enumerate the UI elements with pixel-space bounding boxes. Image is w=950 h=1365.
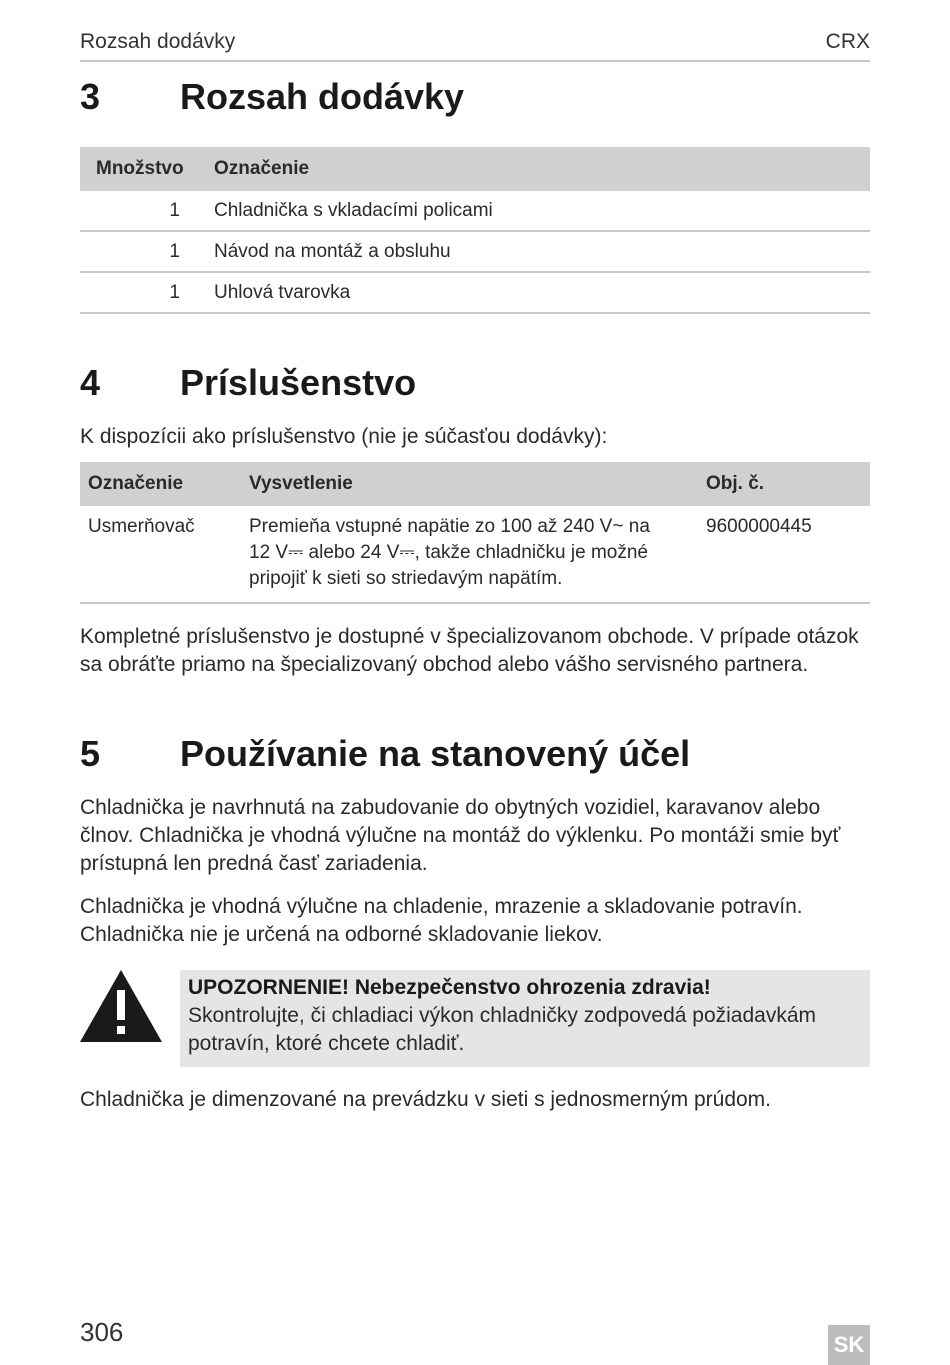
table-row <box>80 191 870 231</box>
accessories-table <box>80 462 870 604</box>
section-title: Používanie na stanovený účel <box>180 733 691 774</box>
column-header-order-number: Obj. č. <box>698 462 870 506</box>
section-4-heading <box>80 362 870 404</box>
section-3-heading <box>80 76 870 118</box>
ac-symbol-icon: ~ <box>612 516 624 537</box>
column-header-explanation: Vysvetlenie <box>241 462 698 506</box>
delivery-scope-table <box>80 147 870 314</box>
header-model: CRX <box>825 30 870 53</box>
warning-box <box>180 970 870 1067</box>
section-number: 4 <box>80 362 101 403</box>
accessories-intro: K dispozícii ako príslušenstvo (nie je súčasťou dodávky): <box>80 425 608 448</box>
section-title: Príslušenstvo <box>180 362 417 403</box>
table-header-row <box>80 462 870 506</box>
column-header-designation: Označenie <box>206 147 870 191</box>
warning-text: Skontrolujte, či chladiaci výkon chladničky zodpovedá požiadavkám potravín, ktoré chcete chladiť. <box>188 1004 817 1055</box>
table-row <box>80 231 870 272</box>
dc-symbol-icon: ⎓ <box>399 542 415 563</box>
table-row <box>80 272 870 313</box>
cell-quantity: 1 <box>80 231 206 272</box>
dc-symbol-icon: ⎓ <box>288 542 304 563</box>
cell-order-number: 9600000445 <box>698 506 870 603</box>
section-number: 3 <box>80 76 101 117</box>
language-tab: SK <box>828 1325 870 1365</box>
section-number: 5 <box>80 733 101 774</box>
header-section-title: Rozsah dodávky <box>80 30 236 53</box>
page-number: 306 <box>80 1317 124 1347</box>
running-header <box>80 30 870 62</box>
intended-use-paragraph-2: Chladnička je vhodná výlučne na chladenie, mrazenie a skladovanie potravín. Chladnička nie je určená na odborné skladovanie liekov. <box>80 895 803 946</box>
table-row <box>80 506 870 603</box>
cell-designation: Uhlová tvarovka <box>206 272 870 313</box>
warning-title: UPOZORNENIE! Nebezpečenstvo ohrozenia zdravia! <box>188 976 711 999</box>
cell-quantity: 1 <box>80 272 206 313</box>
column-header-quantity: Množstvo <box>80 147 206 191</box>
cell-designation: Chladnička s vkladacími policami <box>206 191 870 231</box>
table-header-row <box>80 147 870 191</box>
cell-designation: Usmerňovač <box>80 506 241 603</box>
section-5-heading <box>80 733 870 775</box>
cell-quantity: 1 <box>80 191 206 231</box>
column-header-designation: Označenie <box>80 462 241 506</box>
warning-triangle-icon <box>80 970 162 1042</box>
cell-explanation: Premieňa vstupné napätie zo 100 až 240 V~ na 12 V⎓ alebo 24 V⎓, takže chladničku je možné pripojiť k sieti so striedavým napätím. <box>241 506 698 603</box>
intended-use-paragraph-1: Chladnička je navrhnutá na zabudovanie do obytných vozidiel, karavanov alebo člnov. Chladnička je vhodná výlučne na montáž do výklenku. Po montáži smie byť prístupná len predná časť zariadenia. <box>80 796 841 875</box>
cell-designation: Návod na montáž a obsluhu <box>206 231 870 272</box>
intended-use-paragraph-3: Chladnička je dimenzované na prevádzku v sieti s jednosmerným prúdom. <box>80 1088 772 1111</box>
section-title: Rozsah dodávky <box>180 76 465 117</box>
accessories-outro: Kompletné príslušenstvo je dostupné v špecializovanom obchode. V prípade otázok sa obráťte priamo na špecializovaný obchod alebo vášho servisného partnera. <box>80 625 859 676</box>
